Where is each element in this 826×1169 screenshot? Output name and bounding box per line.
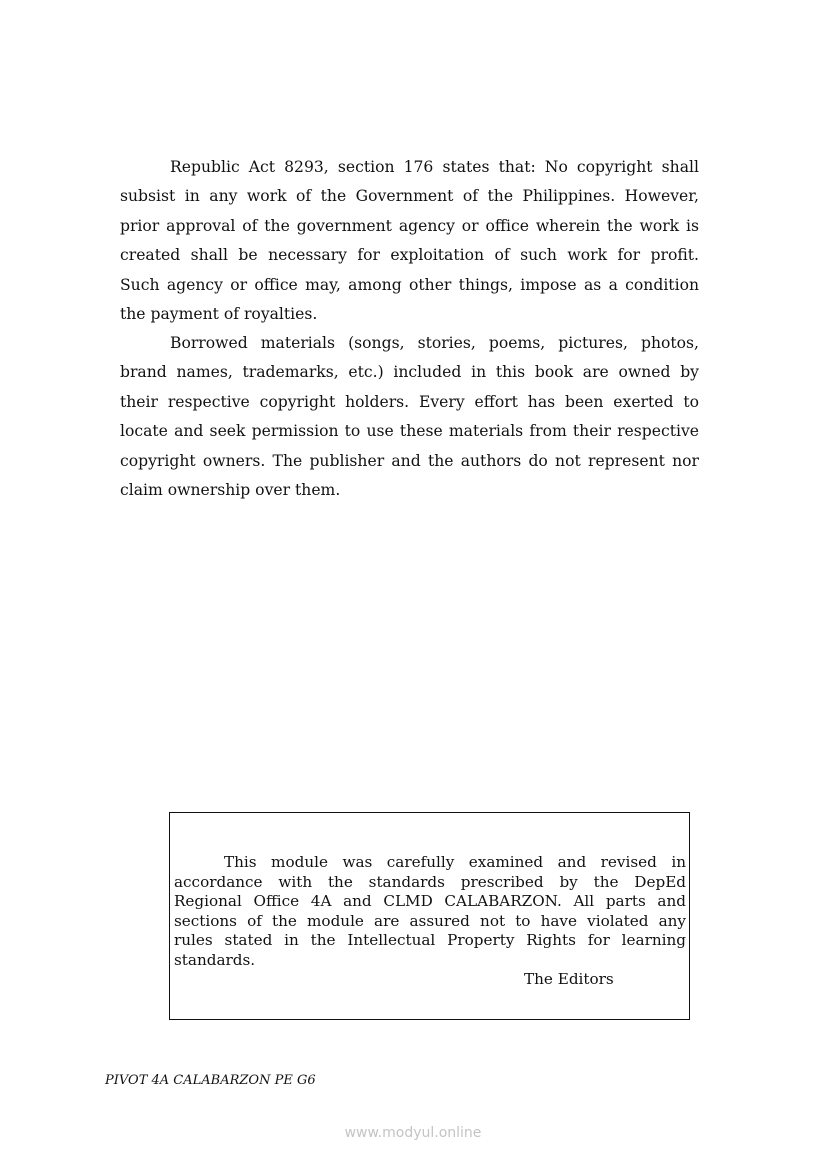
- text-line: standards.: [174, 950, 256, 969]
- text-line: created shall be necessary for exploitation of such work for profit.: [120, 246, 699, 265]
- text-line: locate and seek permission to use these materials from their respective: [120, 422, 699, 441]
- copyright-paragraph-2: [120, 329, 699, 505]
- text-line: Republic Act 8293, section 176 states that: No copyright shall: [170, 158, 699, 176]
- watermark: www.modyul.online: [344, 1125, 482, 1141]
- text-line: accordance with the standards prescribed by the DepEd: [174, 872, 686, 891]
- text-line: subsist in any work of the Government of the Philippines. However,: [120, 187, 699, 206]
- text-line: This module was carefully examined and revised in: [224, 853, 686, 871]
- copyright-paragraph-1: [120, 153, 699, 329]
- text-line: sections of the module are assured not to have violated any: [174, 911, 686, 930]
- text-line: claim ownership over them.: [120, 480, 341, 499]
- text-line: Borrowed materials (songs, stories, poems, pictures, photos,: [170, 334, 699, 352]
- editors-signature: The Editors: [524, 970, 614, 988]
- text-line: Regional Office 4A and CLMD CALABARZON. All parts and: [174, 892, 686, 911]
- text-line: Such agency or office may, among other things, impose as a condition: [120, 275, 699, 294]
- page-footer: PIVOT 4A CALABARZON PE G6: [105, 1073, 316, 1088]
- editors-notice-box: [169, 812, 690, 1020]
- text-line: the payment of royalties.: [120, 304, 318, 323]
- text-line: copyright owners. The publisher and the authors do not represent nor: [120, 451, 699, 470]
- text-line: prior approval of the government agency or office wherein the work is: [120, 216, 699, 235]
- notice-text: [174, 853, 686, 970]
- text-line: their respective copyright holders. Every effort has been exerted to: [120, 392, 699, 411]
- text-line: rules stated in the Intellectual Property Rights for learning: [174, 931, 686, 950]
- text-line: brand names, trademarks, etc.) included in this book are owned by: [120, 363, 699, 382]
